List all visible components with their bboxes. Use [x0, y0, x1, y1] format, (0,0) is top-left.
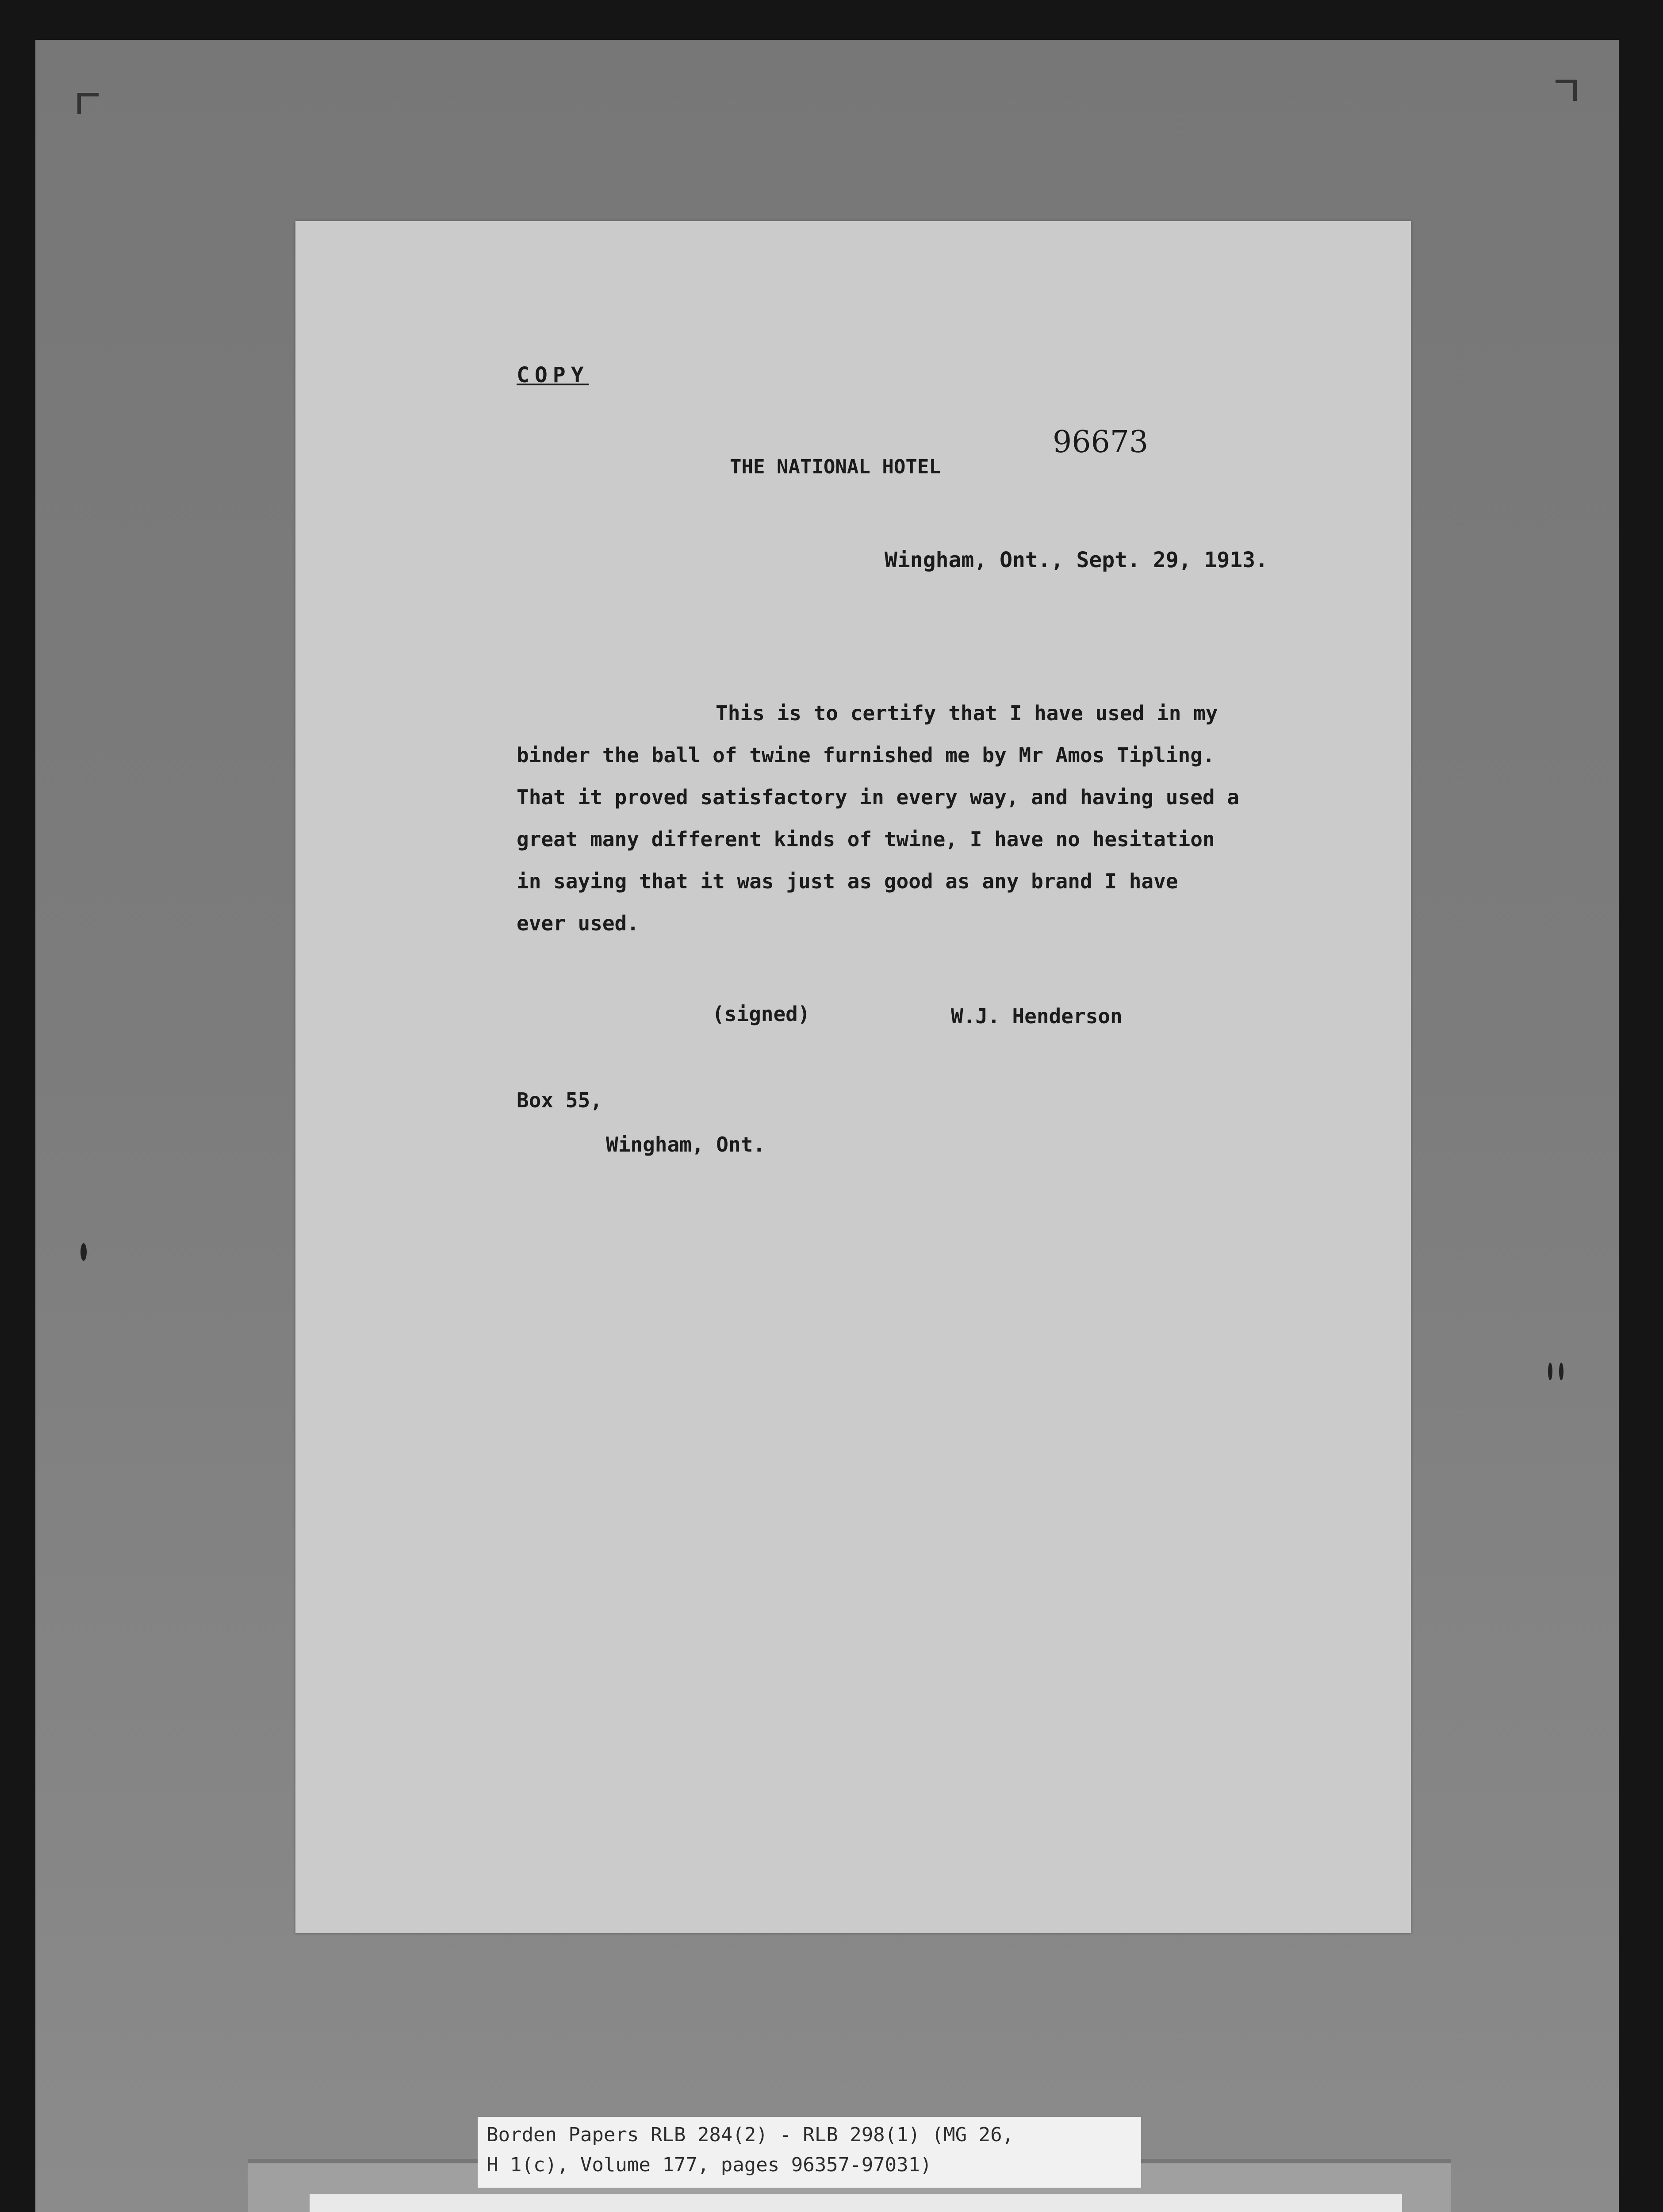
hotel-name: THE NATIONAL HOTEL [730, 456, 941, 478]
letter-body-line: binder the ball of twine furnished me by Mr Amos Tipling. [517, 743, 1215, 767]
letter-body-line: great many different kinds of twine, I have no hesitation [517, 827, 1215, 851]
letter-body-line: This is to certify that I have used in my [716, 701, 1218, 725]
document-number: 96673 [1053, 425, 1149, 460]
film-speck [1559, 1363, 1563, 1380]
address-town: Wingham, Ont. [606, 1133, 766, 1156]
archive-stamp [310, 2194, 1402, 2212]
reference-line-2: H 1(c), Volume 177, pages 96357-97031) [487, 2154, 932, 2176]
place-date: Wingham, Ont., Sept. 29, 1913. [885, 548, 1268, 572]
film-speck [80, 1243, 87, 1261]
frame-corner-mark [77, 93, 99, 114]
letter-body-line: in saying that it was just as good as any brand I have [517, 869, 1178, 893]
signed-label: (signed) [712, 1002, 810, 1026]
frame-corner-mark [1556, 80, 1577, 101]
signer-name: W.J. Henderson [951, 1004, 1123, 1028]
film-speck [1548, 1363, 1552, 1380]
reference-line-1: Borden Papers RLB 284(2) - RLB 298(1) (MG 26, [487, 2124, 1014, 2146]
address-box: Box 55, [517, 1088, 602, 1112]
copy-label: COPY [517, 363, 589, 388]
letter-body-line: ever used. [517, 911, 639, 935]
letter-body-line: That it proved satisfactory in every way, and having used a [517, 785, 1239, 809]
